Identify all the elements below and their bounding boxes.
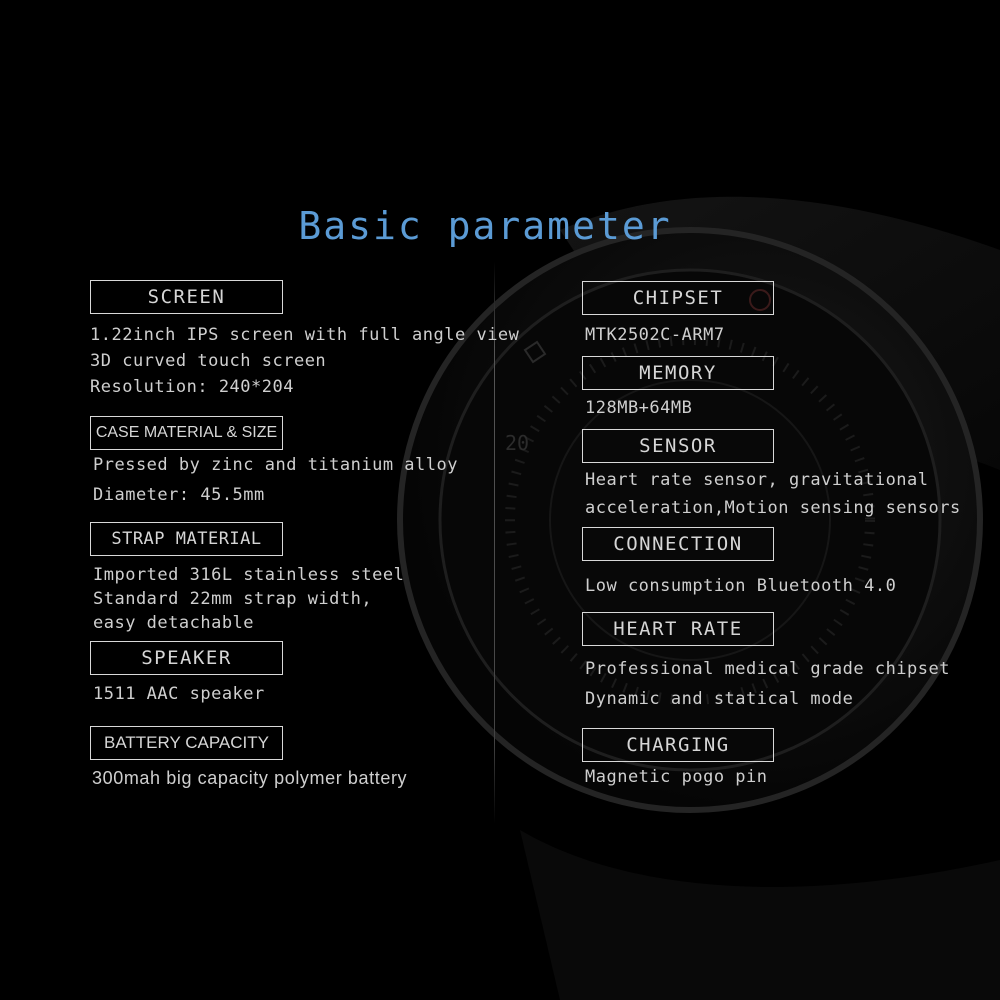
- screen-line-2: 3D curved touch screen: [90, 351, 327, 371]
- chipset-line-1: MTK2502C-ARM7: [585, 325, 725, 345]
- label-connection: CONNECTION: [582, 527, 774, 561]
- screen-line-1: 1.22inch IPS screen with full angle view: [90, 325, 520, 345]
- strap-line-2: Standard 22mm strap width,: [93, 589, 373, 609]
- sensor-line-1: Heart rate sensor, gravitational: [585, 470, 929, 490]
- strap-line-3: easy detachable: [93, 613, 255, 633]
- case-line-2: Diameter: 45.5mm: [93, 485, 265, 505]
- label-heart-rate: HEART RATE: [582, 612, 774, 646]
- charging-line-1: Magnetic pogo pin: [585, 767, 768, 787]
- column-divider: [494, 262, 495, 824]
- strap-line-1: Imported 316L stainless steel: [93, 565, 405, 585]
- memory-line-1: 128MB+64MB: [585, 398, 693, 418]
- label-screen: SCREEN: [90, 280, 283, 314]
- label-memory: MEMORY: [582, 356, 774, 390]
- label-battery-capacity: BATTERY CAPACITY: [90, 726, 283, 760]
- heart-rate-line-2: Dynamic and statical mode: [585, 689, 854, 709]
- sensor-line-2: acceleration,Motion sensing sensors: [585, 498, 961, 518]
- label-speaker: SPEAKER: [90, 641, 283, 675]
- label-chipset: CHIPSET: [582, 281, 774, 315]
- page-title: Basic parameter: [298, 204, 672, 248]
- heart-rate-line-1: Professional medical grade chipset: [585, 659, 950, 679]
- label-strap-material: STRAP MATERIAL: [90, 522, 283, 556]
- battery-line-1: 300mah big capacity polymer battery: [92, 768, 408, 788]
- label-sensor: SENSOR: [582, 429, 774, 463]
- label-case-material: CASE MATERIAL & SIZE: [90, 416, 283, 450]
- screen-line-3: Resolution: 240*204: [90, 377, 294, 397]
- label-charging: CHARGING: [582, 728, 774, 762]
- watch-dial-number: 20: [505, 431, 530, 455]
- speaker-line-1: 1511 AAC speaker: [93, 684, 265, 704]
- connection-line-1: Low consumption Bluetooth 4.0: [585, 576, 897, 596]
- case-line-1: Pressed by zinc and titanium alloy: [93, 455, 458, 475]
